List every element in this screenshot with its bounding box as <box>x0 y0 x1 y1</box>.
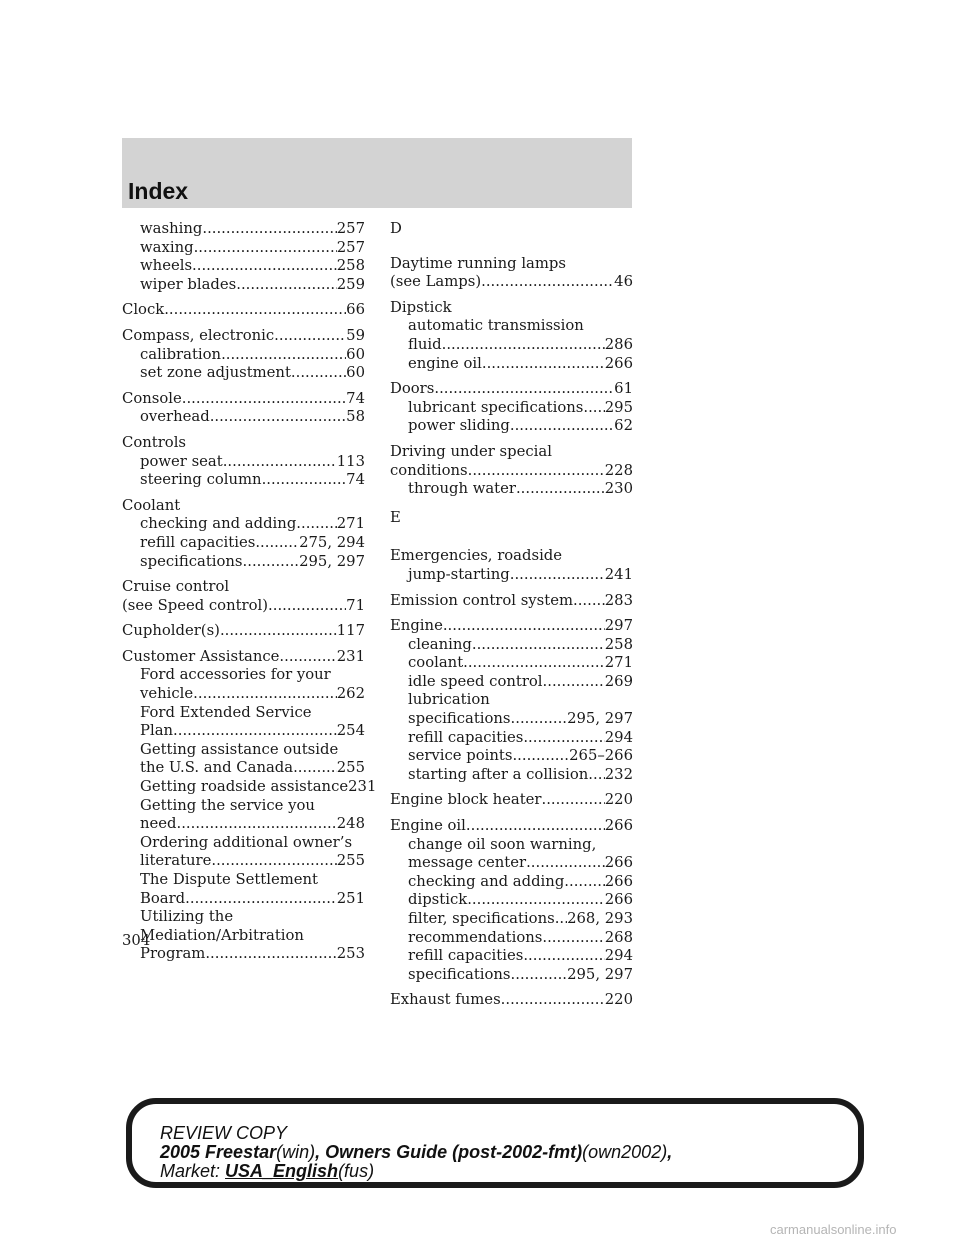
index-subentry <box>122 759 365 778</box>
entry-text: Emission control system <box>390 591 573 609</box>
page-ref: 232 <box>604 765 633 783</box>
index-entry <box>122 434 365 490</box>
entry-text: washing <box>140 220 203 237</box>
index-term <box>390 617 633 636</box>
entry-text: checking and adding <box>408 872 565 890</box>
dot-leader <box>221 346 346 365</box>
index-column-left <box>122 220 377 971</box>
entry-text: change oil soon warning, <box>408 835 597 853</box>
index-term <box>390 547 633 566</box>
index-term <box>390 817 633 836</box>
page-ref: 74 <box>346 471 365 489</box>
index-subentry <box>390 947 633 966</box>
page-ref: 60 <box>346 364 365 382</box>
index-entry <box>122 578 365 615</box>
index-entry <box>390 255 633 292</box>
entry-text: Ordering additional owner’s <box>140 833 353 851</box>
page-ref: 271 <box>604 654 633 672</box>
entry-text: calibration <box>140 345 222 363</box>
page-ref: 262 <box>336 685 365 703</box>
entry-text: service points <box>408 747 513 765</box>
entry-text: Clock <box>122 301 165 319</box>
entry-text: fluid <box>408 335 442 353</box>
index-subentry <box>390 910 633 929</box>
entry-text: Daytime running lamps <box>390 254 566 272</box>
index-subentry <box>122 666 365 685</box>
index-subentry <box>390 636 633 655</box>
dot-leader <box>279 648 336 667</box>
watermark: carmanualsonline.info <box>770 1222 897 1237</box>
entry-text: Getting roadside assistance <box>140 778 349 796</box>
entry-text: Mediation/Arbitration <box>140 926 304 944</box>
index-subentry <box>122 852 365 871</box>
entry-text: filter, specifications <box>408 910 555 927</box>
index-entry <box>390 547 633 584</box>
index-term <box>390 255 633 274</box>
page-ref: 286 <box>604 335 633 353</box>
section-heading-e: E <box>390 508 401 526</box>
dot-leader <box>243 553 300 572</box>
index-entry <box>390 592 633 611</box>
entry-text: specifications <box>140 552 243 570</box>
index-entry <box>122 301 365 320</box>
index-term <box>122 622 365 641</box>
page-ref: 231 <box>348 778 377 796</box>
entry-text: message center <box>408 854 527 872</box>
page-ref: 266 <box>604 854 633 872</box>
index-term <box>390 443 633 462</box>
page-ref: 295, 297 <box>567 965 633 983</box>
index-term <box>390 462 633 481</box>
entry-text: wheels <box>140 257 193 275</box>
index-term <box>122 434 365 453</box>
index-subentry <box>122 453 365 472</box>
index-subentry <box>122 685 365 704</box>
page-ref: 266 <box>604 817 633 835</box>
entry-text: literature <box>140 852 212 870</box>
dot-leader <box>516 480 605 499</box>
entry-text: dipstick <box>408 891 468 909</box>
index-term <box>390 991 633 1010</box>
dot-leader <box>443 617 605 636</box>
page-ref: 294 <box>604 947 633 965</box>
dot-leader <box>255 534 299 553</box>
page-ref: 266 <box>604 354 633 372</box>
dot-leader <box>192 257 337 276</box>
page-ref: 255 <box>336 759 365 777</box>
entry-text: set zone adjustment <box>140 364 291 382</box>
dot-leader <box>510 566 605 585</box>
entry-text: the U.S. and Canada <box>140 759 294 777</box>
page-ref: 294 <box>604 728 633 746</box>
entry-text: Utilizing the <box>140 908 234 926</box>
index-entry <box>390 299 633 373</box>
dot-leader <box>523 729 604 748</box>
page-ref: 62 <box>614 417 633 435</box>
index-subentry <box>390 891 633 910</box>
index-subentry <box>122 834 365 853</box>
dot-leader <box>542 929 604 948</box>
page-ref: 60 <box>346 345 365 363</box>
dot-leader <box>236 276 336 295</box>
index-subentry <box>122 722 365 741</box>
entry-text: need <box>140 815 177 833</box>
index-subentry <box>390 417 633 436</box>
entry-text: Engine <box>390 617 443 635</box>
dot-leader <box>293 759 337 778</box>
index-term <box>122 327 365 346</box>
index-subentry <box>390 673 633 692</box>
entry-text: conditions <box>390 461 468 479</box>
entry-text: Ford Extended Service <box>140 703 312 721</box>
index-entry <box>122 647 377 964</box>
index-subentry <box>122 945 365 964</box>
index-subentry <box>390 873 633 892</box>
entry-text: power sliding <box>408 417 510 435</box>
index-subentry <box>122 471 365 490</box>
entry-text: Ford accessories for your <box>140 666 331 684</box>
index-subentry <box>390 966 633 985</box>
index-entry <box>122 497 365 571</box>
dot-leader <box>442 336 605 355</box>
entry-text: starting after a collision <box>408 765 589 783</box>
entry-text: vehicle <box>140 685 194 703</box>
dot-leader <box>291 364 346 383</box>
index-subentry <box>122 741 365 760</box>
index-entry <box>122 327 365 383</box>
entry-text: Emergencies, roadside <box>390 547 563 565</box>
entry-text: Board <box>140 889 186 907</box>
entry-text: (see Lamps) <box>390 273 482 291</box>
index-subentry <box>390 747 633 766</box>
dot-leader <box>523 947 604 966</box>
review-market-line: Market: USA_English(fus) <box>160 1161 375 1181</box>
index-entry <box>390 617 633 784</box>
page-ref: 251 <box>336 889 365 907</box>
dot-leader <box>463 654 605 673</box>
entry-text: overhead <box>140 408 210 426</box>
entry-text: Customer Assistance <box>122 647 280 665</box>
page-ref: 230 <box>604 480 633 498</box>
entry-text: power seat <box>140 452 223 470</box>
page-ref: 269 <box>604 672 633 690</box>
page-ref: 231 <box>336 647 365 665</box>
index-subentry <box>390 691 633 710</box>
index-subentry <box>122 257 365 276</box>
index-subentry <box>122 704 365 723</box>
entry-text: refill capacities <box>408 728 524 746</box>
page-ref: 113 <box>336 452 365 470</box>
index-entry <box>122 622 365 641</box>
entry-text: Program <box>140 945 206 963</box>
entry-text: waxing <box>140 238 194 256</box>
page-number: 304 <box>122 932 151 949</box>
index-subentry <box>390 854 633 873</box>
entry-text: refill capacities <box>140 533 256 551</box>
index-subentry <box>390 355 633 374</box>
header-bar <box>122 138 632 208</box>
entry-text: (see Speed control) <box>122 596 269 614</box>
index-column-right <box>390 220 633 1017</box>
index-subentry <box>122 515 365 534</box>
index-entry <box>390 991 633 1010</box>
index-subentry <box>122 815 365 834</box>
dot-leader <box>555 910 567 929</box>
dot-leader <box>164 301 346 320</box>
page-ref: 74 <box>346 389 365 407</box>
index-subentry <box>122 408 365 427</box>
entry-text: lubricant specifications <box>408 398 584 416</box>
entry-text: specifications <box>408 710 511 728</box>
index-subentry <box>122 276 365 295</box>
dot-leader <box>510 417 614 436</box>
index-entry <box>122 220 365 294</box>
entry-text: cleaning <box>408 635 472 653</box>
index-entry <box>390 380 633 436</box>
dot-leader <box>468 462 605 481</box>
entry-text: automatic transmission <box>408 317 584 335</box>
index-subentry <box>390 317 633 336</box>
page-ref: 248 <box>336 815 365 833</box>
page-ref: 257 <box>336 220 365 237</box>
dot-leader <box>472 636 605 655</box>
dot-leader <box>173 722 337 741</box>
dot-leader <box>262 471 347 490</box>
entry-text: recommendations <box>408 928 543 946</box>
index-subentry <box>122 553 365 572</box>
page-ref: 59 <box>346 326 365 344</box>
page-ref: 275, 294 <box>299 533 365 551</box>
page-ref: 257 <box>336 238 365 256</box>
entry-text: jump-starting <box>408 565 510 583</box>
entry-text: engine oil <box>408 354 482 372</box>
page-ref: 265–266 <box>569 747 633 765</box>
entry-text: Cruise control <box>122 578 230 596</box>
index-subentry <box>122 778 377 797</box>
dot-leader <box>526 854 605 873</box>
index-term <box>122 301 365 320</box>
dot-leader <box>223 453 337 472</box>
dot-leader <box>194 239 337 258</box>
dot-leader <box>211 852 336 871</box>
dot-leader <box>588 766 604 785</box>
dot-leader <box>274 327 346 346</box>
entry-text: Exhaust fumes <box>390 991 501 1009</box>
entry-text: Getting the service you <box>140 796 315 814</box>
section-d-entries <box>390 255 633 499</box>
index-subentry <box>122 797 365 816</box>
page-ref: 295 <box>604 398 633 416</box>
page-ref: 66 <box>346 301 365 319</box>
index-term <box>390 273 633 292</box>
page-ref: 258 <box>604 635 633 653</box>
index-term <box>122 648 365 667</box>
page-ref: 220 <box>604 791 633 809</box>
dot-leader <box>434 380 614 399</box>
page-ref: 258 <box>336 257 365 275</box>
index-subentry <box>122 890 365 909</box>
page-ref: 297 <box>604 617 633 635</box>
entry-text: through water <box>408 480 516 498</box>
dot-leader <box>205 945 336 964</box>
page-ref: 241 <box>604 565 633 583</box>
index-subentry <box>122 220 365 239</box>
index-entry <box>390 817 633 984</box>
entry-text: Cupholder(s) <box>122 622 220 640</box>
index-subentry <box>390 654 633 673</box>
entry-text: Console <box>122 389 182 407</box>
page-ref: 268, 293 <box>567 910 633 927</box>
page-ref: 259 <box>336 275 365 293</box>
index-term <box>390 299 633 318</box>
index-subentry <box>122 364 365 383</box>
index-subentry <box>390 929 633 948</box>
section-heading-d: D <box>390 220 402 237</box>
entry-text: Compass, electronic <box>122 326 275 344</box>
index-entry <box>122 390 365 427</box>
entry-text: lubrication <box>408 691 490 709</box>
dot-leader <box>296 515 336 534</box>
index-subentry <box>390 399 633 418</box>
entry-text: Getting assistance outside <box>140 740 339 758</box>
entry-text: Doors <box>390 380 435 398</box>
page-ref: 46 <box>614 273 633 291</box>
page-ref: 253 <box>336 945 365 963</box>
dot-leader <box>177 815 337 834</box>
entry-text: Controls <box>122 433 187 451</box>
review-model-line: 2005 Freestar(win), Owners Guide (post-2002-fmt)(own2002), <box>160 1142 673 1162</box>
index-subentry <box>390 836 633 855</box>
index-subentry <box>122 346 365 365</box>
index-term <box>122 390 365 409</box>
index-term <box>122 578 365 597</box>
entry-text: steering column <box>140 471 262 489</box>
page-ref: 254 <box>336 722 365 740</box>
index-entry <box>390 443 633 499</box>
dot-leader <box>481 273 614 292</box>
entry-text: wiper blades <box>140 275 237 293</box>
page-ref: 283 <box>604 591 633 609</box>
dot-leader <box>543 673 605 692</box>
index-subentry <box>390 766 633 785</box>
index-subentry <box>390 336 633 355</box>
index-subentry <box>390 710 633 729</box>
page-ref: 228 <box>604 461 633 479</box>
review-copy-text <box>160 1124 672 1181</box>
page-ref: 117 <box>336 622 365 640</box>
index-term <box>390 791 633 810</box>
index-subentry <box>390 566 633 585</box>
review-copy-label: REVIEW COPY <box>160 1123 288 1143</box>
dot-leader <box>220 622 337 641</box>
page-ref: 266 <box>604 872 633 890</box>
index-entry <box>390 791 633 810</box>
index-subentry <box>122 871 365 890</box>
dot-leader <box>511 966 568 985</box>
page-ref: 271 <box>336 515 365 533</box>
page-ref: 295, 297 <box>567 710 633 728</box>
entry-text: refill capacities <box>408 947 524 965</box>
page-ref: 268 <box>604 928 633 946</box>
page-ref: 61 <box>614 380 633 398</box>
dot-leader <box>268 597 346 616</box>
index-subentry <box>390 480 633 499</box>
entry-text: Driving under special <box>390 442 552 460</box>
entry-text: idle speed control <box>408 672 543 690</box>
dot-leader <box>467 891 605 910</box>
index-term <box>122 497 365 516</box>
dot-leader <box>182 390 346 409</box>
entry-text: The Dispute Settlement <box>140 871 318 888</box>
index-subentry <box>390 729 633 748</box>
dot-leader <box>564 873 604 892</box>
entry-text: coolant <box>408 654 464 672</box>
index-subentry <box>122 927 365 946</box>
dot-leader <box>466 817 605 836</box>
entry-text: Coolant <box>122 496 181 514</box>
page-ref: 71 <box>346 596 365 614</box>
section-e-entries <box>390 547 633 1010</box>
dot-leader <box>583 399 604 418</box>
entry-text: Dipstick <box>390 298 452 316</box>
dot-leader <box>512 747 569 766</box>
index-term <box>122 597 365 616</box>
index-subentry <box>122 239 365 258</box>
page-ref: 58 <box>346 408 365 426</box>
dot-leader <box>210 408 346 427</box>
index-subentry <box>122 534 365 553</box>
entry-text: Engine oil <box>390 817 466 835</box>
entry-text: Engine block heater <box>390 791 542 809</box>
index-term <box>390 592 633 611</box>
index-subentry <box>122 908 365 927</box>
page-ref: 295, 297 <box>299 552 365 570</box>
dot-leader <box>482 355 605 374</box>
dot-leader <box>185 890 337 909</box>
index-term <box>390 380 633 399</box>
dot-leader <box>541 791 604 810</box>
page-ref: 255 <box>336 852 365 870</box>
dot-leader <box>193 685 337 704</box>
page-ref: 220 <box>604 991 633 1009</box>
entry-text: Plan <box>140 722 174 740</box>
dot-leader <box>501 991 605 1010</box>
dot-leader <box>511 710 568 729</box>
entry-text: specifications <box>408 965 511 983</box>
entry-text: checking and adding <box>140 515 297 533</box>
page-ref: 266 <box>604 891 633 909</box>
page-title: Index <box>128 178 189 204</box>
dot-leader <box>202 220 336 239</box>
dot-leader <box>573 592 605 611</box>
